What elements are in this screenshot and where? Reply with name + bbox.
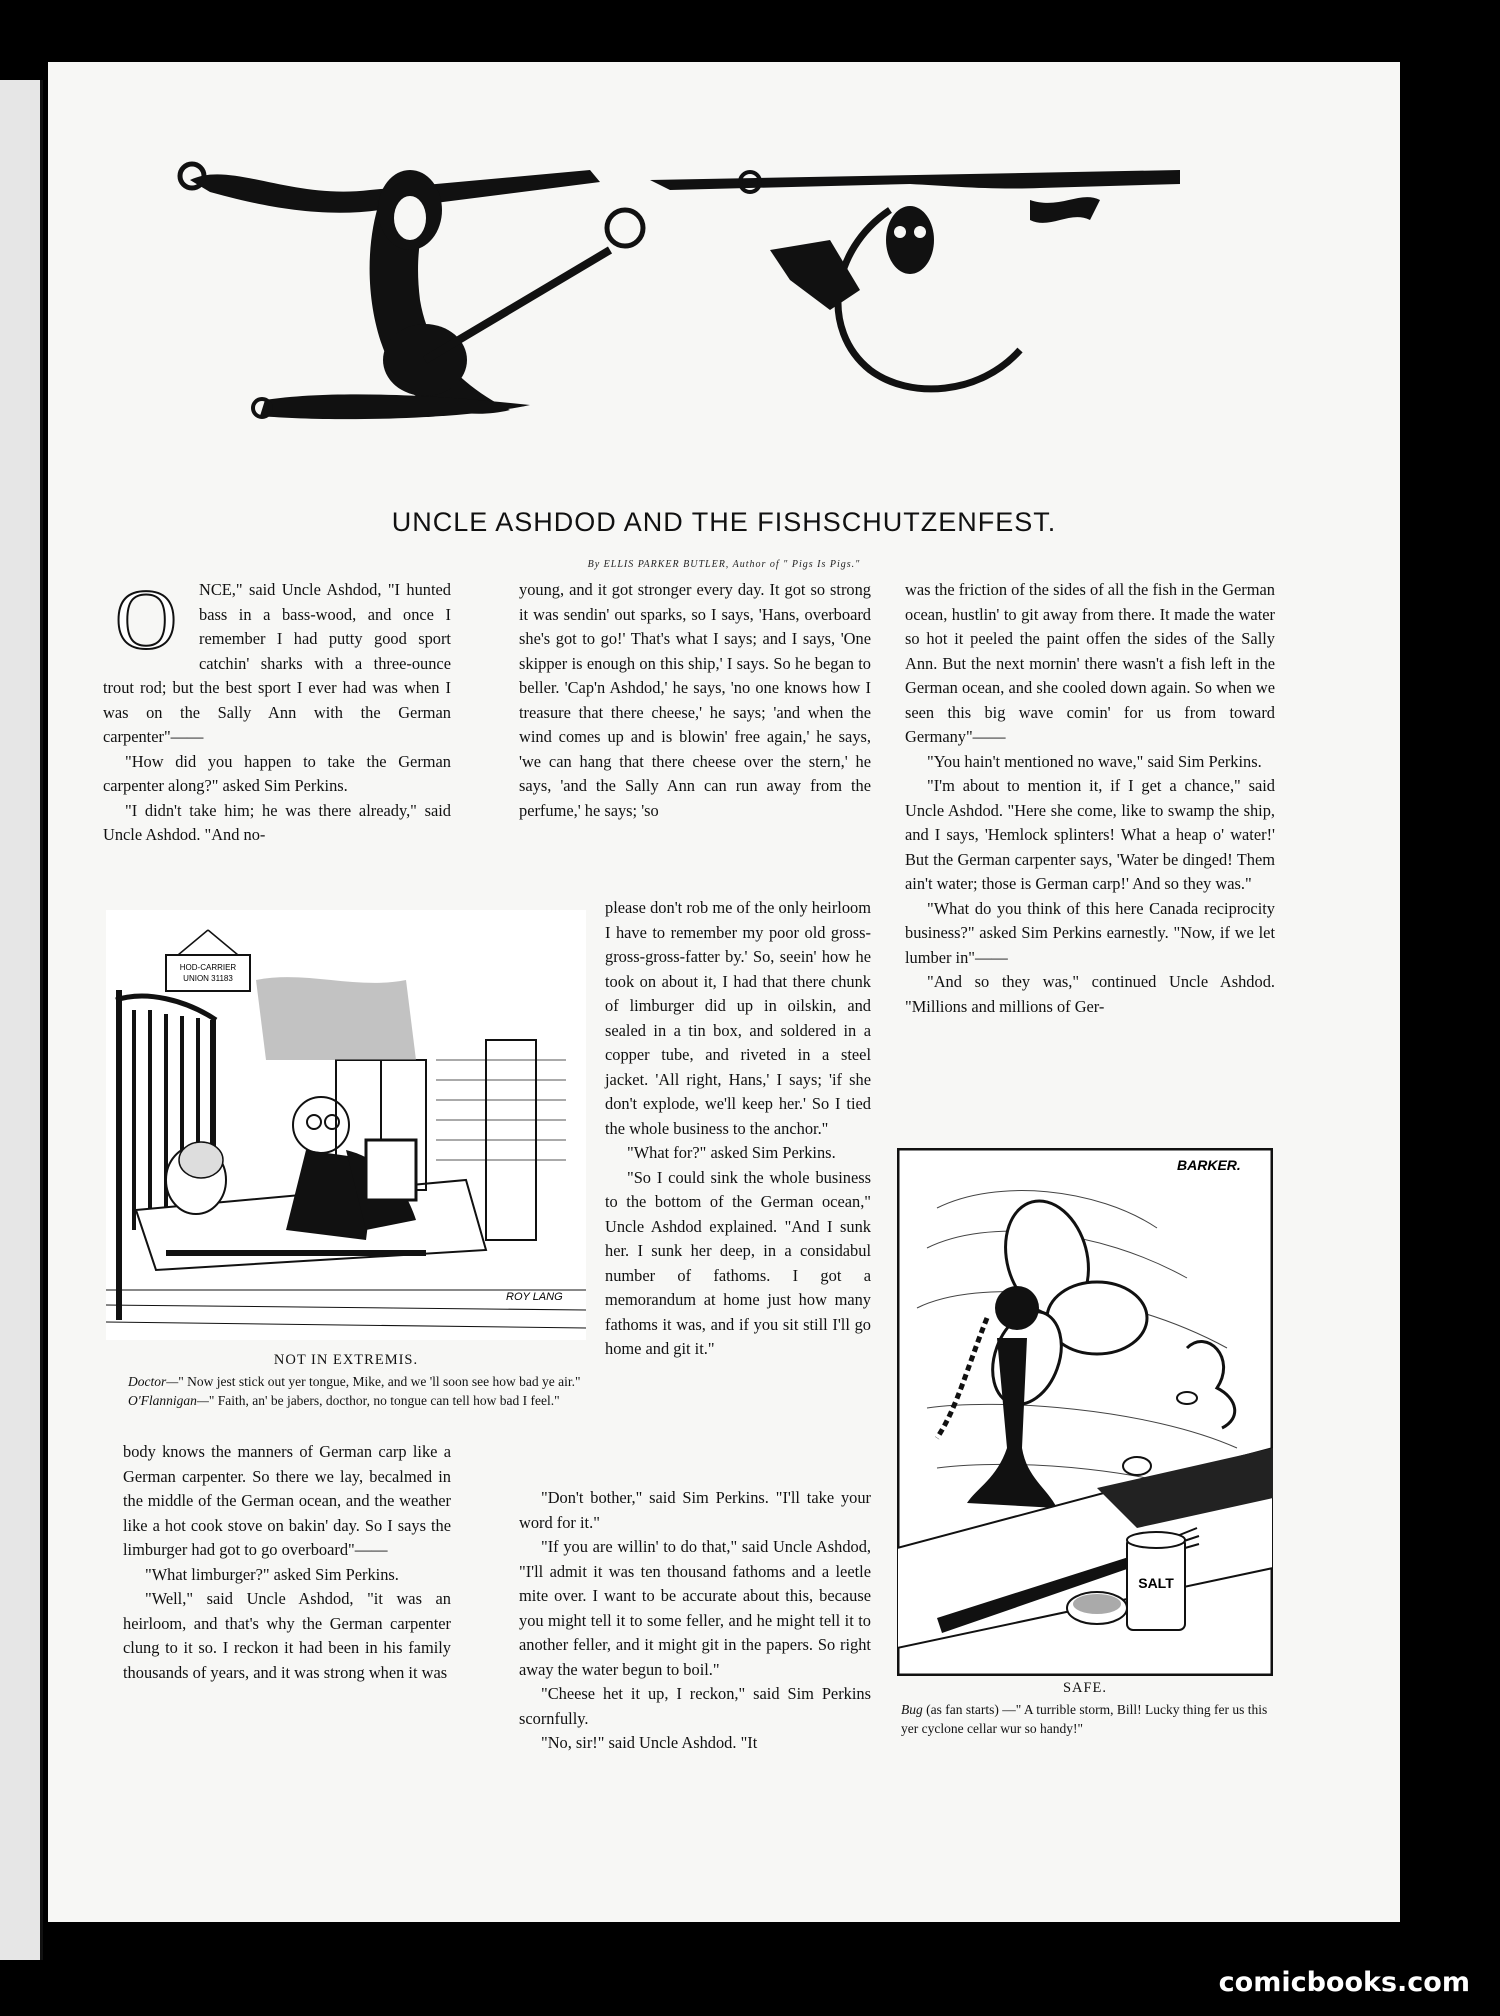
cartoon-not-in-extremis xyxy=(106,910,586,1340)
speaker-label: Bug xyxy=(901,1702,923,1717)
caption-line-patient xyxy=(106,1391,586,1410)
paragraph: "What limburger?" asked Sim Perkins. xyxy=(145,1564,399,1584)
paragraph-text: NCE," said Uncle Ashdod, "I hunted bass in a bass-wood, and once I remember I had putty good sport catchin' sharks with a three-ounce trout rod; but the best sport I ever had was when I was on the Sally Ann with the German carpenter"—— xyxy=(103,580,451,746)
caption-text: " Now jest stick out yer tongue, Mike, and we 'll soon see how bad ye air." xyxy=(178,1374,581,1389)
paragraph: "You hain't mentioned no wave," said Sim Perkins. xyxy=(927,751,1262,771)
speaker-label: Doctor— xyxy=(128,1374,179,1389)
paragraph: "What for?" asked Sim Perkins. xyxy=(627,1143,836,1162)
opening-paragraph xyxy=(103,571,451,750)
paragraph: "Don't bother," said Sim Perkins. "I'll take your word for it." xyxy=(519,1488,871,1532)
column-1-upper xyxy=(103,571,451,848)
paragraph: "How did you happen to take the German carpenter along?" asked Sim Perkins. xyxy=(103,751,451,795)
column-2-lower xyxy=(519,1486,871,1756)
header-illustration xyxy=(170,140,1190,440)
drop-cap: O xyxy=(114,571,178,667)
paragraph: "And so they was," continued Uncle Ashdod. "Millions and millions of Ger- xyxy=(905,972,1275,1016)
paragraph: "No, sir!" said Uncle Ashdod. "It xyxy=(541,1733,758,1752)
article-title: UNCLE ASHDOD AND THE FISHSCHUTZENFEST. xyxy=(391,507,1057,537)
paragraph: "I didn't take him; he was there already," said Uncle Ashdod. "And no- xyxy=(103,800,451,844)
cartoon2-caption-title: SAFE. xyxy=(1062,1680,1108,1696)
paragraph: please don't rob me of the only heirloom I have to remember my poor old gross-gross-gross-fatter by.' So, seein' how he took on about it, I had that there chunk of limburger did up in oilskin, and sealed in a tin box, and soldered in a copper tube, and riveted in a steel jacket. 'All right, Hans,' I says; 'if she don't explode, we'll keep her.' So I tied the whole business to the anchor." xyxy=(605,898,871,1138)
cartoon1-signature: ROY LANG xyxy=(506,1291,563,1303)
paragraph: "If you are willin' to do that," said Uncle Ashdod, "I'll admit it was ten thousand fathoms and a leetle mite over. I want to be accurate about this, because you might tell it to some feller, and he might tell it to another feller, and it might git in the papers. So right away the water begun to boil." xyxy=(519,1537,871,1679)
paragraph: "What do you think of this here Canada reciprocity business?" asked Sim Perkins earnestly. "Now, if we let lumber in"—— xyxy=(905,898,1275,967)
cartoon-safe xyxy=(897,1148,1273,1676)
cartoon1-caption xyxy=(106,1372,586,1410)
caption-text: (as fan starts) —" A turrible storm, Bill! Lucky thing fer us this yer cyclone cellar wur so handy!" xyxy=(901,1702,1268,1736)
paragraph: young, and it got stronger every day. It got so strong it was sendin' out sparks, so I says, 'Hans, overboard she's got to go!' That's what I says; and I says, 'One skipper is enough on this ship,' I says. So he began to beller. 'Cap'n Ashdod,' he says, 'no one knows how I treasure that there cheese,' he says; 'and when the wind comes up and is blowin' free again,' he says, 'we can hang that there cheese over the stern,' he says, 'and the Sally Ann can run away from the perfume,' he says; 'so xyxy=(519,580,871,820)
caption-text: " Faith, an' be jabers, docthor, no tongue can tell how bad I feel." xyxy=(208,1393,560,1408)
paragraph: was the friction of the sides of all the fish in the German ocean, hustlin' to git away from there. It made the water so hot it peeled the paint offen the sides of the Sally Ann. But the next mornin' there wasn't a fish left in the German ocean, and she cooled down again. So when we seen this big wave comin' for us from toward Germany"—— xyxy=(905,580,1275,746)
paragraph: "Well," said Uncle Ashdod, "it was an heirloom, and that's why the German carpenter clung to it so. I reckon it had been in his family thousands of years, and it was strong when it was xyxy=(123,1589,451,1682)
column-3 xyxy=(905,578,1275,1019)
column-1-lower xyxy=(123,1440,451,1685)
paragraph: "I'm about to mention it, if I get a chance," said Uncle Ashdod. "Here she come, like to swamp the ship, and I says, 'Hemlock splinters! What a heap o' water!' But the German carpenter says, 'Water be dinged! Them ain't water; those is German carp!' And so they was." xyxy=(905,776,1275,893)
article-byline: By ELLIS PARKER BUTLER, Author of " Pigs Is Pigs." xyxy=(587,559,861,570)
union-sign: HOD-CARRIER UNION 31183 xyxy=(179,963,237,983)
magazine-page xyxy=(48,62,1400,1922)
cartoon2-caption xyxy=(901,1700,1271,1738)
salt-label: SALT xyxy=(1138,1575,1174,1591)
column-2-narrow xyxy=(605,896,871,1362)
paragraph: "So I could sink the whole business to the bottom of the German ocean," Uncle Ashdod explained. "And I sunk her. I sunk her deep, in a considabul number of fathoms. I got a memorandum at home just how many fathoms it was, and if you sit still I'll go home and git it." xyxy=(605,1167,871,1358)
caption-line-bug xyxy=(901,1700,1271,1738)
facing-page-edge xyxy=(0,80,43,1960)
cartoon1-caption-title: NOT IN EXTREMIS. xyxy=(273,1352,419,1368)
speaker-label: O'Flannigan— xyxy=(128,1393,209,1408)
site-watermark: comicbooks.com xyxy=(1218,1967,1470,1998)
paragraph: body knows the manners of German carp like a German carpenter. So there we lay, becalmed in the middle of the German ocean, and the weather like a hot cook stove on bakin' day. So I says the limburger had got to go overboard"—— xyxy=(123,1442,451,1559)
column-2-upper xyxy=(519,578,871,823)
cartoon2-signature: BARKER. xyxy=(1177,1157,1241,1173)
paragraph: "Cheese het it up, I reckon," said Sim Perkins scornfully. xyxy=(519,1684,871,1728)
caption-line-doctor xyxy=(106,1372,586,1391)
